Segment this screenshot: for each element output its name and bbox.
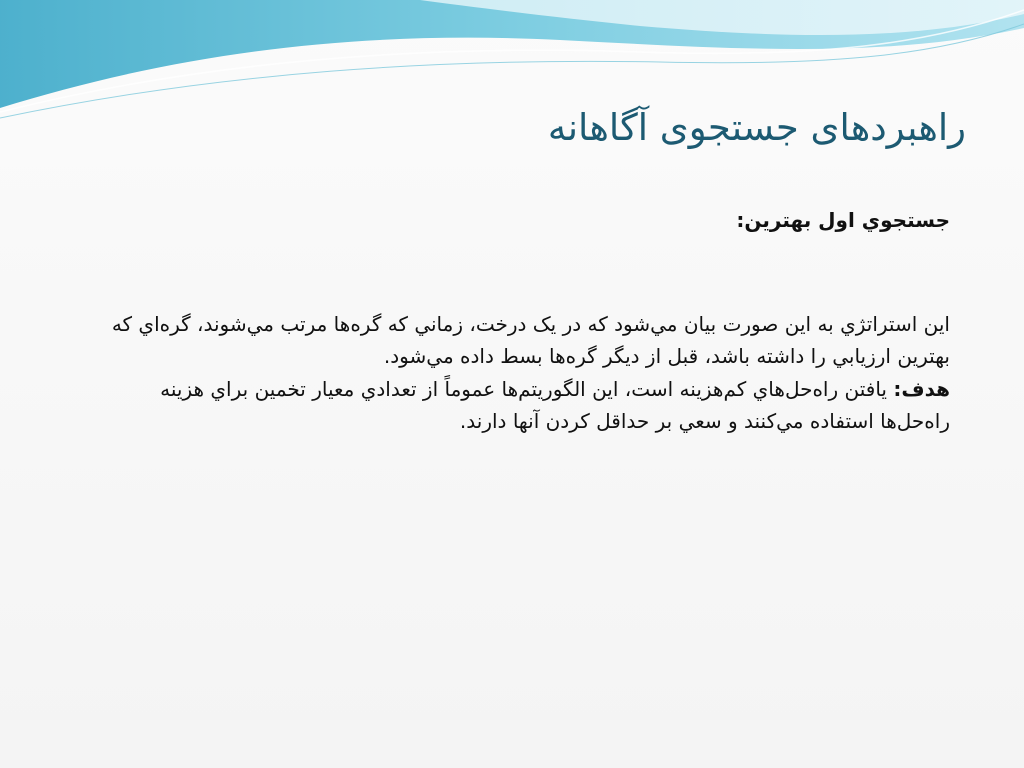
goal-paragraph <box>94 373 950 438</box>
definition-paragraph: اين استراتژي به اين صورت بيان مي‌شود که در يک درخت، زماني که گره‌ها مرتب مي‌شوند، گره‌اي که بهترين ارزيابي را داشته باشد، قبل از ديگر گره‌ها بسط داده مي‌شود. <box>111 312 950 369</box>
slide-title: راهبردهای جستجوی آگاهانه <box>547 106 966 149</box>
goal-text: يافتن راه‌حل‌هاي کم‌هزينه است، اين الگوريتم‌ها عموماً از تعدادي معيار تخمين براي هزينه راه‌حل‌ها استفاده مي‌کنند و سعي بر حداقل کردن آنها دارند. <box>160 376 950 434</box>
subheading: جستجوي اول بهترين: <box>736 208 950 232</box>
goal-label: هدف: <box>893 376 950 401</box>
slide-content <box>94 204 950 438</box>
